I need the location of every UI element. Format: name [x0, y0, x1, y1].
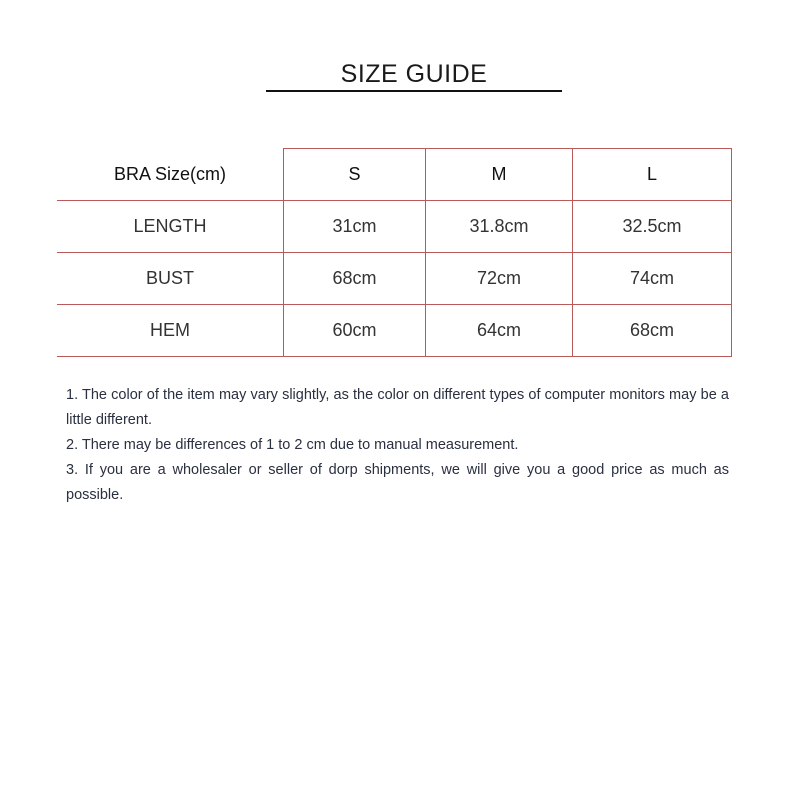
- table-cell: 68cm: [284, 253, 426, 305]
- table-cell: 64cm: [426, 305, 573, 357]
- table-header-row: [57, 149, 732, 201]
- table-cell: 74cm: [573, 253, 732, 305]
- size-header-l: L: [573, 149, 732, 201]
- size-table: [57, 148, 732, 357]
- table-cell: 72cm: [426, 253, 573, 305]
- size-header-s: S: [284, 149, 426, 201]
- row-label: LENGTH: [57, 201, 284, 253]
- table-cell: 32.5cm: [573, 201, 732, 253]
- table-cell: 68cm: [573, 305, 732, 357]
- table-cell: 31cm: [284, 201, 426, 253]
- table-row-hem: [57, 305, 732, 357]
- size-header-m: M: [426, 149, 573, 201]
- note-item: 2. There may be differences of 1 to 2 cm due to manual measurement.: [66, 437, 519, 453]
- page-title: SIZE GUIDE: [340, 60, 488, 88]
- title-underline: [266, 58, 562, 92]
- row-label: HEM: [57, 305, 284, 357]
- table-row-length: [57, 201, 732, 253]
- notes-section: [66, 383, 729, 508]
- table-corner-label: BRA Size(cm): [57, 149, 284, 201]
- row-label: BUST: [57, 253, 284, 305]
- table-row-bust: [57, 253, 732, 305]
- note-item: 3. If you are a wholesaler or seller of dorp shipments, we will give you a good price as much as possible.: [66, 462, 729, 503]
- note-item: 1. The color of the item may vary slightly, as the color on different types of computer monitors may be a little different.: [66, 387, 729, 428]
- table-cell: 60cm: [284, 305, 426, 357]
- table-cell: 31.8cm: [426, 201, 573, 253]
